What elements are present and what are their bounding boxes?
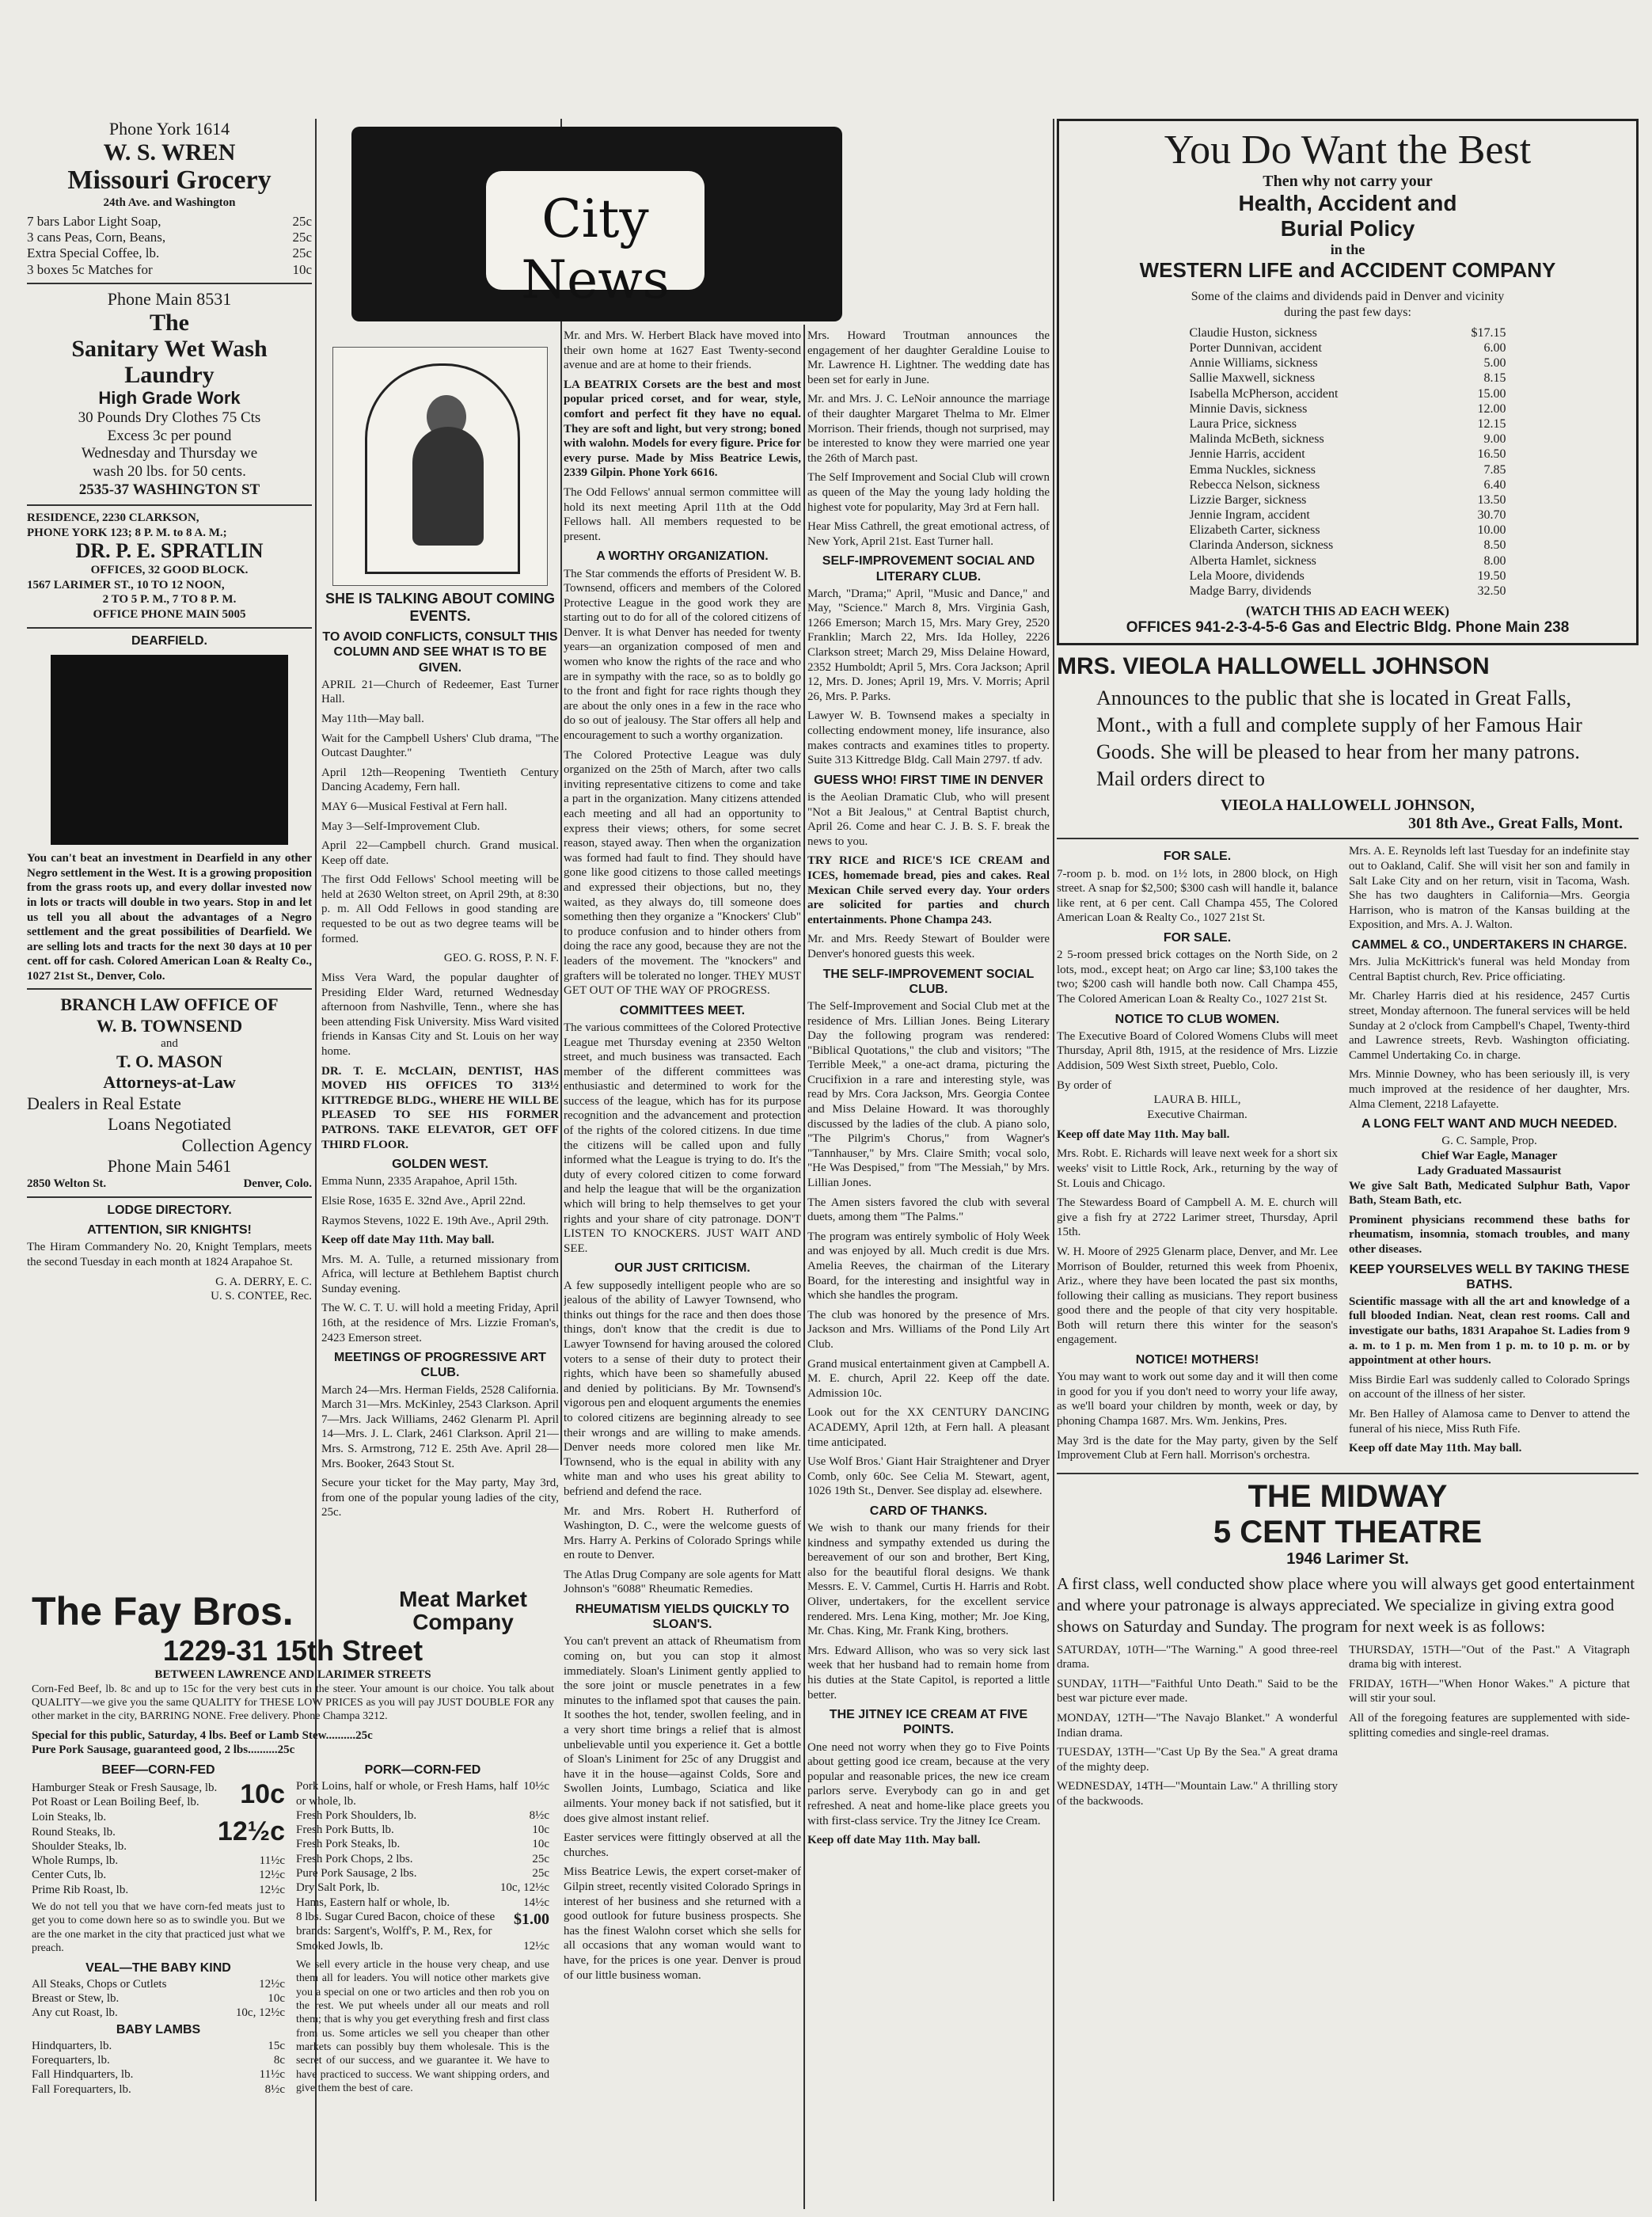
claim-row: [1190, 340, 1506, 356]
baths-text: Prominent physicians recommend these baths for rheumatism, insomnia, stomach troubles, and many other diseases.: [1349, 1213, 1630, 1256]
wctu-notice: The W. C. T. U. will hold a meeting Friday, April 16th, at the residence of Mrs. Lizzie Froman's, 2423 Emerson street.: [321, 1302, 559, 1344]
jitney-head: THE JITNEY ICE CREAM AT FIVE POINTS.: [829, 1708, 1028, 1737]
club-women-by: By order of: [1057, 1078, 1112, 1092]
worthy-text: The Star commends the efforts of President W. B. Townsend, officers and members of the Colored Protective League in the good work they are starting out to do for all of the colored citizens of Denver. It is what Denver has needed for twenty years—an organization composed of men and women who know the rights of the race and who are in sympathy with the race, so as to boldly go to the front and fight for race rights though they are about the only ones in a few in the race who do so out of jealousy. The Star offers all help and encouragement to such a worthy organization.: [564, 567, 801, 743]
claim-row: [1190, 553, 1506, 569]
for-sale-text: 2 5-room pressed brick cottages on the North Side, on 2 lots, mod., except heat; on Argo car line; $3,100 takes the two; $200 cash will handle both now. Call Champa 455, The Colored American Loan & Realty Co., 1027 21st St.: [1057, 949, 1338, 1006]
claim-amount: $17.15: [1471, 325, 1506, 340]
fay-pork-row: Fresh Pork Chops, 2 lbs. 25c: [296, 1852, 549, 1865]
claim-row: [1190, 401, 1506, 416]
column-5-right: [1349, 844, 1630, 1467]
column-5-left: [1057, 844, 1338, 1467]
black-notice: Mr. and Mrs. W. Herbert Black have moved into their own home at 1627 East Twenty-second avenue and are at home to their friends.: [564, 329, 801, 372]
lodge-text: The Hiram Commandery No. 20, Knight Templars, meets the second Tuesday in each month at 1824 Arapahoe St.: [27, 1241, 312, 1269]
event-item: May 11th—May ball.: [321, 712, 424, 725]
lodge-head: LODGE DIRECTORY.: [107, 1204, 232, 1218]
richards-notice: Mrs. Robt. E. Richards will leave next week for a short six weeks' visit to Little Rock, Ark., returning by the way of St. Louis and Chicago.: [1057, 1147, 1338, 1190]
fay-veal-row: Any cut Roast, lb. 10c, 12½c: [32, 2006, 285, 2020]
social-club-text: The Amen sisters favored the club with several duets, among them "The Palms.": [807, 1196, 1050, 1224]
for-sale-text: 7-room p. b. mod. on 1½ lots, in 2800 block, on High street. A snap for $2,500; $300 cash will handle it, balance like rent, at 6 per cent. Call Champa 455, The Colored American Loan & Realty Co., 1027 21st St.: [1057, 867, 1338, 925]
column-4: [807, 329, 1050, 2205]
ward-notice: Miss Vera Ward, the popular daughter of Presiding Elder Ward, returned Wednesday afternoon from Nashville, Tenn., where she has been attending Fisk University. Miss Ward visited friends in Kansas City and St. Louis on her way home.: [321, 972, 559, 1058]
claim-name: Claudie Huston, sickness: [1189, 325, 1317, 340]
self-improvement-notice: The Self Improvement and Social Club will crown as queen of the May the young lady holding the highest vote for popularity, May 3rd at Fern hall.: [807, 471, 1050, 514]
golden-west-item: Emma Nunn, 2335 Arapahoe, April 15th.: [321, 1175, 518, 1188]
law-name: W. B. TOWNSEND: [96, 1015, 243, 1036]
midway-program-item: TUESDAY, 13TH—"Cast Up By the Sea." A great drama of the mighty deep.: [1057, 1746, 1338, 1774]
midway-program-item: WEDNESDAY, 14TH—"Mountain Law." A thrilling story of the backwoods.: [1057, 1780, 1338, 1808]
fay-pork-row: Fresh Pork Shoulders, lb. 8½c: [296, 1808, 549, 1822]
midway-address: 1946 Larimer St.: [1286, 1550, 1409, 1568]
event-item: Wait for the Campbell Ushers' Club drama, "The Outcast Daughter.": [321, 732, 559, 760]
spratlin-ad: [27, 511, 312, 622]
cammel-head: CAMMEL & CO., UNDERTAKERS IN CHARGE.: [1351, 937, 1627, 952]
fay-veal-row: All Steaks, Chops or Cutlets 12½c: [32, 1977, 285, 1991]
law-office-ad: [27, 994, 312, 1192]
card-of-thanks-head: CARD OF THANKS.: [869, 1504, 988, 1518]
spratlin-name: DR. P. E. SPRATLIN: [75, 539, 264, 563]
wren-ad: [27, 119, 312, 278]
fay-beef-row: Prime Rib Roast, lb. 12½c: [32, 1883, 285, 1896]
law-phone: Phone Main 5461: [107, 1155, 232, 1176]
claim-row: [1190, 569, 1506, 584]
laundry-line: wash 20 lbs. for 50 cents.: [93, 463, 246, 481]
insurance-watch: (WATCH THIS AD EACH WEEK): [1246, 603, 1449, 619]
literary-club-head: SELF-IMPROVEMENT SOCIAL AND LITERARY CLUB.: [822, 554, 1035, 584]
halley-notice: Mr. Ben Halley of Alamosa came to Denver to attend the funeral of his niece, Miss Ruth Fife.: [1349, 1408, 1630, 1436]
claim-row: [1190, 462, 1506, 477]
claim-amount: 6.00: [1483, 341, 1506, 356]
johnson-ad: [1057, 653, 1639, 833]
fay-pork-row: Dry Salt Pork, lb. 10c, 12½c: [296, 1881, 549, 1895]
wren-address: 24th Ave. and Washington: [103, 196, 236, 209]
atlas-notice: The Atlas Drug Company are sole agents for Matt Johnson's "6088" Rheumatic Remedies.: [564, 1568, 801, 1596]
fay-intro: Corn-Fed Beef, lb. 8c and up to 15c for the very best cuts in the steer. Your amount is our choice. You talk about QUALITY—we give you the same QUALITY for THESE LOW PRICES as you will pay JUST DOUBLE FOR any other market in the city, BARRING NONE. Free delivery. Phone Champa 3212.: [32, 1683, 554, 1723]
insurance-offices: OFFICES 941-2-3-4-5-6 Gas and Electric Bldg. Phone Main 238: [1126, 619, 1570, 637]
claim-row: [1190, 523, 1506, 538]
baths-line: G. C. Sample, Prop.: [1441, 1135, 1537, 1148]
claim-amount: 12.00: [1477, 401, 1506, 416]
fay-pork-note: We sell every article in the house very cheap, and use them all for leaders. You will notice other markets give you a special on one or two articles and then rob you on the rest. We put wheels under all our meats and roll them; that is why you get everything fresh and first class from us. Some articles we sell you cheaper than other markets can possibly buy them wholesale. This is the secret of our success, and we guarantee it. We have to have practiced to success. We want shipping orders, and give them the best of care.: [296, 1958, 549, 2095]
claim-name: Laura Price, sickness: [1189, 416, 1297, 431]
lawyer-notice: Lawyer W. B. Townsend makes a specialty in collecting endowment money, life insurance, also makes contracts and examines titles to property. Suite 313 Kittredge Bldg. Call Main 2797. tf adv.: [807, 709, 1050, 767]
insurance-sub: in the: [1330, 241, 1365, 258]
city-news-masthead: [351, 127, 842, 321]
midway-program-item: FRIDAY, 16TH—"When Honor Wakes." A picture that will stir your soul.: [1349, 1677, 1630, 1706]
insurance-sub: Health, Accident and: [1238, 191, 1457, 216]
laundry-name: Sanitary Wet Wash: [71, 336, 268, 363]
midway-program-item: All of the foregoing features are supplemented with side-splitting comedies and single-reel dramas.: [1349, 1712, 1630, 1740]
fay-veal-head: VEAL—THE BABY KIND: [85, 1960, 231, 1975]
law-line: Attorneys-at-Law: [103, 1072, 236, 1093]
social-club-head: THE SELF-IMPROVEMENT SOCIAL CLUB.: [822, 967, 1035, 996]
baths-line: Chief War Eagle, Manager: [1421, 1150, 1558, 1163]
claim-name: Clarinda Anderson, sickness: [1189, 538, 1334, 553]
fay-company: Meat Market Company: [399, 1588, 527, 1635]
claim-row: [1190, 584, 1506, 599]
worthy-text: The Colored Protective League was duly organized on the 25th of March, after two calls inviting representative citizens to come and take a part in the organization. Many citizens attended each meeting and all had an opportunity to express their views; others, for some secret reason, stayed away. Then when the organization was formed had fault to find. They should have gone like good citizens to those called meetings and expressed their objections, but no, they waited, as they always do, till someone does something then they organize a "Knockers' Club" to produce confusion and to hinder others from doing the race any good, because they are not the leaders of the movement. The "knockers" and grafters will be tolerated no longer. THEY MUST GET OUT OF THE WAY OF PROGRESS.: [564, 748, 801, 998]
rheumatism-head: RHEUMATISM YIELDS QUICKLY TO SLOAN'S.: [575, 1603, 790, 1632]
johnson-address: 301 8th Ave., Great Falls, Mont.: [1408, 815, 1623, 833]
claim-row: [1190, 371, 1506, 386]
claim-name: Jennie Harris, accident: [1189, 447, 1305, 462]
claim-row: [1190, 386, 1506, 401]
claim-row: [1190, 447, 1506, 462]
club-women-signature: LAURA B. HILL,: [1153, 1093, 1241, 1107]
dancing-academy-notice: Look out for the XX CENTURY DANCING ACADEMY, April 12th, at Fern hall. A pleasant time anticipated.: [807, 1406, 1050, 1449]
laundry-line: The: [149, 310, 189, 337]
stewart-notice: Mr. and Mrs. Reedy Stewart of Boulder were Denver's honored guests this week.: [807, 933, 1050, 960]
golden-west-head: GOLDEN WEST.: [392, 1158, 488, 1172]
dearfield-head: DEARFIELD.: [131, 633, 207, 648]
midway-title: THE MIDWAY: [1248, 1478, 1448, 1514]
criticism-text: A few supposedly intelligent people who are so jealous of the ability of Lawyer Townsend, who thinks out things for the race and then does those things, don't know that the credit is due to Lawyer Townsend for having aroused the colored voters to a sense of their duty to protect their rights, which have been so shamefully abused and denied by politicians. By Mr. Townsend's vigorous pen and eloquent arguments the enemies to colored citizens are beginning already to see their wrongs and are willing to make amends. Denver needs more colored men like Mr. Townsend, who is the equal in ability with any white man and who uses his great ability to befriend and defend the race.: [564, 1279, 801, 1498]
spratlin-line: OFFICES, 32 GOOD BLOCK.: [90, 563, 249, 576]
fay-beef-note: We do not tell you that we have corn-fed meats just to get you to come down here so as to swindle you. But we are the one market in the city that practiced just what we preach.: [32, 1901, 285, 1955]
downey-notice: Mrs. Minnie Downey, who has been seriously ill, is very much improved at the residence of her daughter, Mrs. Alma Clement, 2218 Lafayette.: [1349, 1068, 1630, 1111]
spratlin-line: PHONE YORK 123; 8 P. M. to 8 A. M.;: [27, 526, 227, 539]
oddfellows-notice: The first Odd Fellows' School meeting will be held at 2630 Welton street, on April 29th, at 8:30 p. m. All Odd Fellows in good standing are requested to be out as two degree teams will be formed.: [321, 873, 559, 945]
spratlin-line: 2 TO 5 P. M., 7 TO 8 P. M.: [102, 593, 237, 607]
troutman-notice: Mrs. Howard Troutman announces the engagement of her daughter Geraldine Louise to Mr. Lawrence H. Lightner. The wedding date has been set for early in June.: [807, 329, 1050, 386]
fay-name: The Fay Bros.: [32, 1588, 294, 1633]
claims-list: [1190, 325, 1506, 599]
midway-program-item: THURSDAY, 15TH—"Out of the Past." A Vitagraph drama big with interest.: [1349, 1643, 1630, 1671]
social-club-text: The program was entirely symbolic of Holy Week and was enjoyed by all. Much credit is due Mrs. Amelia Reeves, the chairman of the Literary Board, for the interesting and insightful way in which she handles the program.: [807, 1230, 1050, 1302]
midway-program-item: SUNDAY, 11TH—"Faithful Unto Death." Said to be the best war picture ever made.: [1057, 1677, 1338, 1706]
keep-off-date: Keep off date May 11th. May ball.: [1349, 1442, 1522, 1455]
claim-row: [1190, 325, 1506, 340]
laundry-name: Laundry: [124, 362, 215, 389]
moore-notice: W. H. Moore of 2925 Glenarm place, Denver, and Mr. Lee Morrison of Boulder, returned this week from Phoenix, Ariz., where they have been located the past six months, following their calling as musicians. They report business good there and the people of that city very hospitable. Both will return there this winter for the season's engagement.: [1057, 1245, 1338, 1347]
fay-beef-row: Whole Rumps, lb. 11½c: [32, 1854, 285, 1868]
fay-veal-row: Breast or Stew, lb. 10c: [32, 1992, 285, 2005]
claim-row: [1190, 416, 1506, 432]
claim-name: Isabella McPherson, accident: [1189, 386, 1339, 401]
laundry-line: Wednesday and Thursday we: [81, 445, 258, 462]
spratlin-line: 1567 LARIMER ST., 10 TO 12 NOON,: [27, 578, 225, 591]
law-name: T. O. MASON: [116, 1051, 223, 1072]
laundry-line: High Grade Work: [98, 388, 241, 409]
fay-beef-item: Pot Roast or Lean Boiling Beef, lb.: [32, 1795, 199, 1808]
fay-special: Pure Pork Sausage, guaranteed good, 2 lbs..........25c: [32, 1744, 295, 1757]
guess-who-text: is the Aeolian Dramatic Club, who will present "Not a Bit Jealous," at Central Baptist church, April 26. Come and hear C. J. B. S. F. break the news to you.: [807, 791, 1050, 848]
fay-beef-item: Shoulder Steaks, lb.: [32, 1839, 127, 1853]
beatrix-ad: LA BEATRIX Corsets are the best and most popular priced corset, and for wear, style, comfort and perfect fit they have no equal. They are soft and light, but very strong; boned with walohn. Models for every figure. Price for every purse. Made by Miss Beatrice Lewis, 2339 Gilpin. Phone York 6616.: [564, 378, 801, 480]
claim-name: Rebecca Nelson, sickness: [1189, 477, 1320, 492]
johnson-signature: VIEOLA HALLOWELL JOHNSON,: [1221, 797, 1475, 815]
may-party-notice: May 3rd is the date for the May party, given by the Self Improvement Club at Fern hall. Morrison's orchestra.: [1057, 1434, 1338, 1462]
claim-amount: 30.70: [1477, 508, 1506, 523]
midway-program-item: SATURDAY, 10TH—"The Warning." A good three-reel drama.: [1057, 1643, 1338, 1671]
midway-theatre-ad: [1057, 1479, 1639, 1814]
column-5: [1057, 119, 1639, 2201]
cammel-text: Mrs. Julia McKittrick's funeral was held Monday from Central Baptist church, Rev. Price officiating.: [1349, 956, 1630, 983]
claim-name: Jennie Ingram, accident: [1189, 508, 1310, 523]
spratlin-line: OFFICE PHONE MAIN 5005: [93, 608, 246, 622]
insurance-sub: Then why not carry your: [1263, 173, 1433, 191]
insurance-intro: Some of the claims and dividends paid in Denver and vicinity during the past few days:: [1191, 290, 1505, 320]
mclain-notice: DR. T. E. McCLAIN, DENTIST, HAS MOVED HIS OFFICES TO 313½ KITTREDGE BLDG., WHERE HE WILL BE PLEASED TO SEE HIS FORMER PATRONS. TAKE ELEVATOR, GET OFF THIRD FLOOR.: [321, 1064, 559, 1151]
fay-pork-head: PORK—CORN-FED: [364, 1763, 481, 1778]
fay-lamb-row: Forequarters, lb. 8c: [32, 2054, 285, 2067]
column-rule: [803, 325, 805, 2209]
claim-name: Madge Barry, dividends: [1189, 584, 1312, 599]
claim-amount: 7.85: [1483, 462, 1506, 477]
lodge-signature: G. A. DERRY, E. C.: [215, 1275, 312, 1288]
wren-item: 7 bars Labor Light Soap, 25c: [27, 213, 312, 229]
for-sale-head: FOR SALE.: [1163, 930, 1232, 945]
woman-telephone-illustration: [332, 347, 548, 586]
claim-row: [1190, 538, 1506, 553]
keep-off-date: Keep off date May 11th. May ball.: [321, 1234, 495, 1247]
easter-notice: Easter services were fittingly observed at all the churches.: [564, 1831, 801, 1859]
fay-pork-row: Hams, Eastern half or whole, lb. 14½c: [296, 1896, 549, 1909]
johnson-head: MRS. VIEOLA HALLOWELL JOHNSON: [1057, 653, 1490, 680]
fay-beef-item: Hamburger Steak or Fresh Sausage, lb.: [32, 1781, 218, 1794]
spratlin-line: RESIDENCE, 2230 CLARKSON,: [27, 511, 199, 524]
golden-west-item: Elsie Rose, 1635 E. 32nd Ave., April 22nd.: [321, 1194, 526, 1207]
oddfellows-sermon: The Odd Fellows' annual sermon committee will hold its next meeting April 11th at the Odd Fellows hall. All members requested to be present.: [564, 485, 801, 543]
fay-between: BETWEEN LAWRENCE AND LARIMER STREETS: [154, 1668, 431, 1681]
card-of-thanks-text: We wish to thank our many friends for their kindness and sympathy extended us during the bereavement of our son and brother, Bert King, also for the beautiful floral designs. We thank Messrs. E. V. Cammel, Curtis H. Harris and Robt. Oliver, undertakers, for the excellent service rendered. Mrs. Lena King, mother; Mr. Joe King, Mr. Chas. King, Mr. Frank King, brothers.: [807, 1522, 1050, 1638]
for-sale-head: FOR SALE.: [1163, 850, 1232, 864]
fay-bros-ad: [32, 1588, 554, 2213]
conflicts-head: TO AVOID CONFLICTS, CONSULT THIS COLUMN AND SEE WHAT IS TO BE GIVEN.: [322, 630, 558, 675]
stewardess-notice: The Stewardess Board of Campbell A. M. E. church will give a fish fry at 2722 Larimer street, Thursday, April 15th.: [1057, 1196, 1338, 1239]
committees-head: COMMITTEES MEET.: [619, 1003, 746, 1017]
claim-name: Minnie Davis, sickness: [1189, 401, 1308, 416]
law-line: and: [161, 1037, 178, 1051]
law-line: Collection Agency: [181, 1135, 312, 1155]
baths-text: Scientific massage with all the art and knowledge of a full blooded Indian. Neat, clean rest rooms. Call and investigate our baths, 1831 Arapahoe St. Ladies from 9 a. m. to 1 p. m. Men from 1 p. m. to 10 p. m. or by appointment at other hours.: [1349, 1295, 1630, 1367]
laundry-line: 30 Pounds Dry Clothes 75 Cts: [78, 409, 261, 426]
event-item: APRIL 21—Church of Redeemer, East Turner Hall.: [321, 678, 559, 706]
claim-name: Lizzie Barger, sickness: [1189, 492, 1307, 507]
progressive-club-text: March 24—Mrs. Herman Fields, 2528 California. March 31—Mrs. McKinley, 2543 Clarkson. April 7—Mrs. Jack Williams, 2462 Glenarm Pl. April 14—Mrs. J. L. Clark, 2461 Clarkson. April 21—Mrs. S. Armstrong, 712 E. 25th Ave. April 28—Mrs. Booker, 2643 Stout St.: [321, 1383, 559, 1470]
claim-row: [1190, 432, 1506, 447]
fay-lamb-row: Fall Hindquarters, lb. 11½c: [32, 2068, 285, 2082]
law-line: BRANCH LAW OFFICE OF: [60, 994, 279, 1015]
cathrell-notice: Hear Miss Cathrell, the great emotional actress, of New York, April 21st. East Turner hall.: [807, 520, 1050, 548]
fay-pork-row: Pure Pork Sausage, 2 lbs. 25c: [296, 1867, 549, 1880]
committees-text: The various committees of the Colored Protective League met Thursday evening at 2350 Welton street, and much business was transacted. Each member of the different committees was enthusiastic and determined to work for the success of the league, which has for its purpose recognition and the advancement and protection of the rights of the colored citizens. In due time the citizens will be called upon and fully informed what the League is trying to do. It's the duty of every colored citizen to come forward and help the league that will be the organization which will bring to help themselves to get your rights and your share of city patronage. DON'T LISTEN TO KNOCKERS. JUST WAIT AND SEE.: [564, 1021, 801, 1255]
insurance-company: WESTERN LIFE and ACCIDENT COMPANY: [1139, 258, 1556, 283]
claim-row: [1190, 356, 1506, 371]
rutherford-notice: Mr. and Mrs. Robert H. Rutherford of Washington, D. C., were the welcome guests of Mrs. Harry A. Perkins of Colorado Springs while en route to Denver.: [564, 1504, 801, 1562]
masthead-title: City News: [521, 188, 670, 310]
law-line: Dealers in Real Estate: [27, 1093, 181, 1113]
dearfield-image: [51, 655, 288, 845]
event-item: MAY 6—Musical Festival at Fern hall.: [321, 800, 507, 813]
worthy-head: A WORTHY ORGANIZATION.: [596, 549, 769, 564]
fay-lamb-head: BABY LAMBS: [116, 2022, 201, 2036]
literary-club-text: March, "Drama;" April, "Music and Dance," and May, "Science." March 8, Mrs. Virginia Gash, 1266 Emerson; March 15, Mrs. Mary Grey, 2520 Franklin; March 22, Mrs. Ida Holley, 2226 Clarkson street; March 29, Miss Delaine Howard, 2352 Humboldt; April 5, Mrs. Cora Jackson; April 12, Mrs. D. Jones; April 19, Mrs. V. Morris; April 26, Mrs. P. Parks.: [807, 587, 1050, 703]
midway-program-item: MONDAY, 12TH—"The Navajo Blanket." A wonderful Indian drama.: [1057, 1712, 1338, 1740]
baths-text: We give Salt Bath, Medicated Sulphur Bath, Vapor Bath, Steam Bath, etc.: [1349, 1179, 1630, 1207]
guess-who-head: GUESS WHO! FIRST TIME IN DENVER: [814, 773, 1043, 787]
club-women-head: NOTICE TO CLUB WOMEN.: [1115, 1012, 1280, 1026]
jitney-text: One need not worry when they go to Five Points about getting good ice cream, because at the very popular and reasonable prices, the new ice cream parlors serve. Everybody can go in and get refreshed. A neat and home-like place greets you with first-class service. Try the Jitney Ice Cream.: [807, 1740, 1050, 1827]
laundry-ad: [27, 289, 312, 500]
may-party-notice: Secure your ticket for the May party, May 3rd, from one of the popular young ladies of the city, 25c.: [321, 1477, 559, 1519]
claim-amount: 16.50: [1477, 447, 1506, 462]
claim-name: Malinda McBeth, sickness: [1189, 432, 1324, 447]
law-line: Loans Negotiated: [108, 1114, 231, 1135]
rice-ad: TRY RICE and RICE'S ICE CREAM and ICES, homemade bread, pies and cakes. Real Mexican Chile served every day. Your orders are solicited for parties and church entertainments. Phone Champa 243.: [807, 854, 1050, 926]
fay-lamb-row: Fall Forequarters, lb. 8½c: [32, 2082, 285, 2096]
cammel-text: Mr. Charley Harris died at his residence, 2457 Curtis street, Monday afternoon. The funeral services will be held Sunday at 2 o'clock from Campbell's Chapel, Twenty-third and Lawrence streets, Revb. Washington officiating. Cammel Undertaking Co. in charge.: [1349, 990, 1630, 1062]
midway-subtitle: 5 CENT THEATRE: [1213, 1514, 1483, 1550]
claim-name: Alberta Hamlet, sickness: [1189, 553, 1316, 568]
midway-intro: A first class, well conducted show place where you will always get good entertainment and where your patronage is always appreciated. We specialize in giving extra good shows on Saturday and Sunday. The program for next week is as follows:: [1057, 1573, 1635, 1637]
wren-store: Missouri Grocery: [67, 165, 272, 196]
claim-amount: 32.50: [1477, 584, 1506, 599]
claim-amount: 8.00: [1483, 553, 1506, 568]
claim-row: [1190, 492, 1506, 508]
keep-off-date: Keep off date May 11th. May ball.: [807, 1834, 981, 1847]
lodge-signature: U. S. CONTEE, Rec.: [211, 1290, 312, 1303]
fay-special: Special for this public, Saturday, 4 lbs. Beef or Lamb Stew..........25c: [32, 1728, 373, 1742]
fay-pork-column: [296, 1761, 549, 2100]
wren-item: 3 cans Peas, Corn, Beans, 25c: [27, 229, 312, 245]
wren-item: Extra Special Coffee, lb. 25c: [27, 245, 312, 261]
insurance-head: You Do Want the Best: [1164, 127, 1532, 173]
claim-name: Emma Nuckles, sickness: [1189, 462, 1316, 477]
fay-lamb-row: Hindquarters, lb. 15c: [32, 2039, 285, 2052]
insurance-sub: Burial Policy: [1280, 216, 1415, 241]
laundry-address: 2535-37 WASHINGTON ST: [78, 481, 260, 499]
reynolds-notice: Mrs. A. E. Reynolds left last Tuesday for an indefinite stay out to Oakland, Calif. She will visit her son and family in Salt Lake City and on her return, visit in Tacoma, Wash. She has two daughters in California—Mrs. Georgia Harrison, who is matron of the Kansas building at the Exposition, and Mrs. A. J. Walton.: [1349, 845, 1630, 932]
column-rule: [1053, 119, 1054, 2201]
allison-notice: Mrs. Edward Allison, who was so very sick last week that her husband had to remain home from his duties at the State Capitol, is reported a little better.: [807, 1644, 1050, 1702]
illustration-caption: SHE IS TALKING ABOUT COMING EVENTS.: [325, 591, 555, 624]
fay-beef-item: Round Steaks, lb.: [32, 1825, 116, 1839]
fay-pork-row: Pork Loins, half or whole, or Fresh Hams, half or whole, lb. 10½c: [296, 1780, 549, 1808]
fay-pork-row: Smoked Jowls, lb. 12½c: [296, 1939, 549, 1953]
claim-row: [1190, 477, 1506, 492]
golden-west-item: Raymos Stevens, 1022 E. 19th Ave., April 29th.: [321, 1214, 549, 1227]
dearfield-ad: [27, 633, 312, 984]
mothers-text: You may want to work out some day and it will then come in good for you if you don't need to worry your life away, as we'll board your children by month, week or day, by phoning Champa 1687. Mrs. Wm. Jenkins, Pres.: [1057, 1371, 1338, 1428]
baths-line: Lady Graduated Massaurist: [1417, 1164, 1562, 1177]
fay-beef-row: Center Cuts, lb. 12½c: [32, 1869, 285, 1882]
wren-phone: Phone York 1614: [108, 119, 230, 139]
wren-name: W. S. WREN: [103, 139, 236, 166]
fay-beef-column: [32, 1761, 285, 2100]
rheumatism-text: You can't prevent an attack of Rheumatism from coming on, but you can stop it almost immediately. Sloan's Liniment gently applied to the sore joint or muscle penetrates in a few minutes to the inflamed spot that causes the pain. It soothes the hot, tender, swollen feeling, and in a very short time brings a relief that is almost unbelievable until you experience it. Get a bottle of Sloan's Liniment for 25c of any Druggist and have it in the house—against Colds, Sore and Swollen Joints, Lumbago, Sciatica and like ailments. Your money back if not satisfied, but it does give almost instant relief.: [564, 1635, 801, 1825]
long-felt-want-head: A LONG FELT WANT AND MUCH NEEDED.: [1361, 1117, 1617, 1131]
keep-off-date: Keep off date May 11th. May ball.: [1057, 1128, 1230, 1141]
oddfellows-signature: GEO. G. ROSS, P. N. F.: [443, 952, 559, 965]
johnson-text: Announces to the public that she is located in Great Falls, Mont., with a full and complete supply of her Famous Hair Goods. She will be pleased to hear from her many patrons. Mail orders direct to: [1096, 686, 1582, 790]
mothers-head: NOTICE! MOTHERS!: [1135, 1353, 1259, 1367]
tulle-notice: Mrs. M. A. Tulle, a returned missionary from Africa, will lecture at Bethlehem Baptist church Sunday evening.: [321, 1253, 559, 1295]
laundry-phone: Phone Main 8531: [107, 289, 232, 310]
claim-amount: 19.50: [1477, 569, 1506, 583]
claim-amount: 15.00: [1477, 386, 1506, 401]
event-item: April 22—Campbell church. Grand musical. Keep off date.: [321, 839, 559, 867]
fay-beef-price: 12½c: [217, 1816, 285, 1847]
criticism-head: OUR JUST CRITICISM.: [614, 1261, 750, 1276]
claim-amount: 5.00: [1483, 356, 1506, 371]
claim-name: Lela Moore, dividends: [1189, 569, 1305, 583]
claim-amount: 12.15: [1477, 416, 1506, 431]
fay-address: 1229-31 15th Street: [162, 1633, 423, 1667]
claim-amount: 9.00: [1483, 432, 1506, 447]
claim-amount: 8.50: [1483, 538, 1506, 553]
wren-item: 3 boxes 5c Matches for 10c: [27, 261, 312, 277]
earl-notice: Miss Birdie Earl was suddenly called to Colorado Springs on account of the illness of her sister.: [1349, 1373, 1630, 1401]
fay-pork-row: Fresh Pork Steaks, lb. 10c: [296, 1838, 549, 1851]
club-women-text: The Executive Board of Colored Womens Clubs will meet Thursday, April 8th, 1915, at the residence of Mrs. Lizzie Addision, 509 West Sixth street, Pueblo, Colo.: [1057, 1029, 1338, 1072]
fay-pork-row: 8 lbs. Sugar Cured Bacon, choice of these brands: Sargent's, Wolff's, P. M., Rex, for $1.00: [296, 1910, 549, 1938]
fay-beef-item: Loin Steaks, lb.: [32, 1811, 107, 1824]
lewis-notice: Miss Beatrice Lewis, the expert corset-maker of Gilpin street, recently visited Colorado Springs in interest of her business and she returned with a good outlook for future business prospects. She has the finest Walohn corset which she sells for all occasions that any woman would want to have, for the prices is one year. Denver is proud of our little business woman.: [564, 1865, 801, 1982]
event-item: April 12th—Reopening Twentieth Century Dancing Academy, Fern hall.: [321, 766, 559, 794]
column-3: [564, 329, 801, 2205]
laundry-line: Excess 3c per pound: [107, 427, 232, 444]
claim-name: Sallie Maxwell, sickness: [1189, 371, 1316, 386]
claim-row: [1190, 508, 1506, 523]
fay-beef-price: 10c: [240, 1779, 285, 1810]
lodge-directory: [27, 1203, 312, 1304]
lodge-sub: ATTENTION, SIR KNIGHTS!: [87, 1223, 252, 1238]
progressive-club-head: MEETINGS OF PROGRESSIVE ART CLUB.: [334, 1351, 546, 1380]
event-item: May 3—Self-Improvement Club.: [321, 819, 480, 833]
fay-pork-row: Fresh Pork Butts, lb. 10c: [296, 1823, 549, 1837]
lenoir-notice: Mr. and Mrs. J. C. LeNoir announce the marriage of their daughter Margaret Thelma to Mr. Elmer Morrison. Their friends, though not surprised, may be interested to know they were married one year the 26th of March past.: [807, 393, 1050, 465]
claim-amount: 8.15: [1483, 371, 1506, 386]
claim-name: Porter Dunnivan, accident: [1189, 341, 1322, 356]
club-women-signature: Executive Chairman.: [1147, 1108, 1248, 1121]
wolf-bros-notice: Use Wolf Bros.' Giant Hair Straightener and Dryer Comb, only 60c. See Celia M. Stewart, agent, 1026 19th St., Denver. See display ad. elsewhere.: [807, 1455, 1050, 1498]
social-club-text: The club was honored by the presence of Mrs. Jackson and Mrs. Williams of the Pond Lily Art Club.: [807, 1308, 1050, 1351]
column-2: [321, 340, 559, 1576]
fay-beef-head: BEEF—CORN-FED: [101, 1763, 215, 1778]
law-address: 2850 Welton St.: [27, 1177, 107, 1191]
claim-amount: 10.00: [1477, 523, 1506, 538]
grand-musical-notice: Grand musical entertainment given at Campbell A. M. E. church, April 22. Keep off the date. Admission 10c.: [807, 1357, 1050, 1400]
insurance-ad: [1057, 119, 1639, 645]
social-club-text: The Self-Improvement and Social Club met at the residence of Mrs. Lillian Jones. Being Literary Day the following program was rendered: "Biblical Quotations," the club and visitors; "The Terrible Meek," a one-act drama, picturing the Crucifixion in a rare and interesting style, was read by Mrs. Cora Jackson, Mrs. Georgia Contee and Miss Delaine Howard. It was thoroughly discussed by the ladies of the club. A piano solo, "The Pilgrim's Chorus," from Wagner's "Tannhauser," by Mrs. Claire Smith; vocal solo, "He Was Despised," from "The Messiah," by Mrs. Lillian Jones.: [807, 999, 1050, 1190]
claim-name: Elizabeth Carter, sickness: [1189, 523, 1320, 538]
dearfield-text: You can't beat an investment in Dearfield in any other Negro settlement in the West. It is a growing proposition from the grass roots up, and every dollar invested now in lots or tracts will double in two years. Stop in and let us tell you all about the advantages of a Negro settlement and the great possibilities of Dearfield. We are selling lots and tracts for the next 30 days at 10 per cent. off for cash. Colored American Loan & Realty Co., 1027 21st St., Denver, Colo.: [27, 852, 312, 983]
claim-amount: 13.50: [1477, 492, 1506, 507]
baths-head: KEEP YOURSELVES WELL BY TAKING THESE BATHS.: [1349, 1262, 1630, 1291]
law-city: Denver, Colo.: [243, 1177, 312, 1191]
claim-name: Annie Williams, sickness: [1189, 356, 1318, 371]
claim-amount: 6.40: [1483, 477, 1506, 492]
